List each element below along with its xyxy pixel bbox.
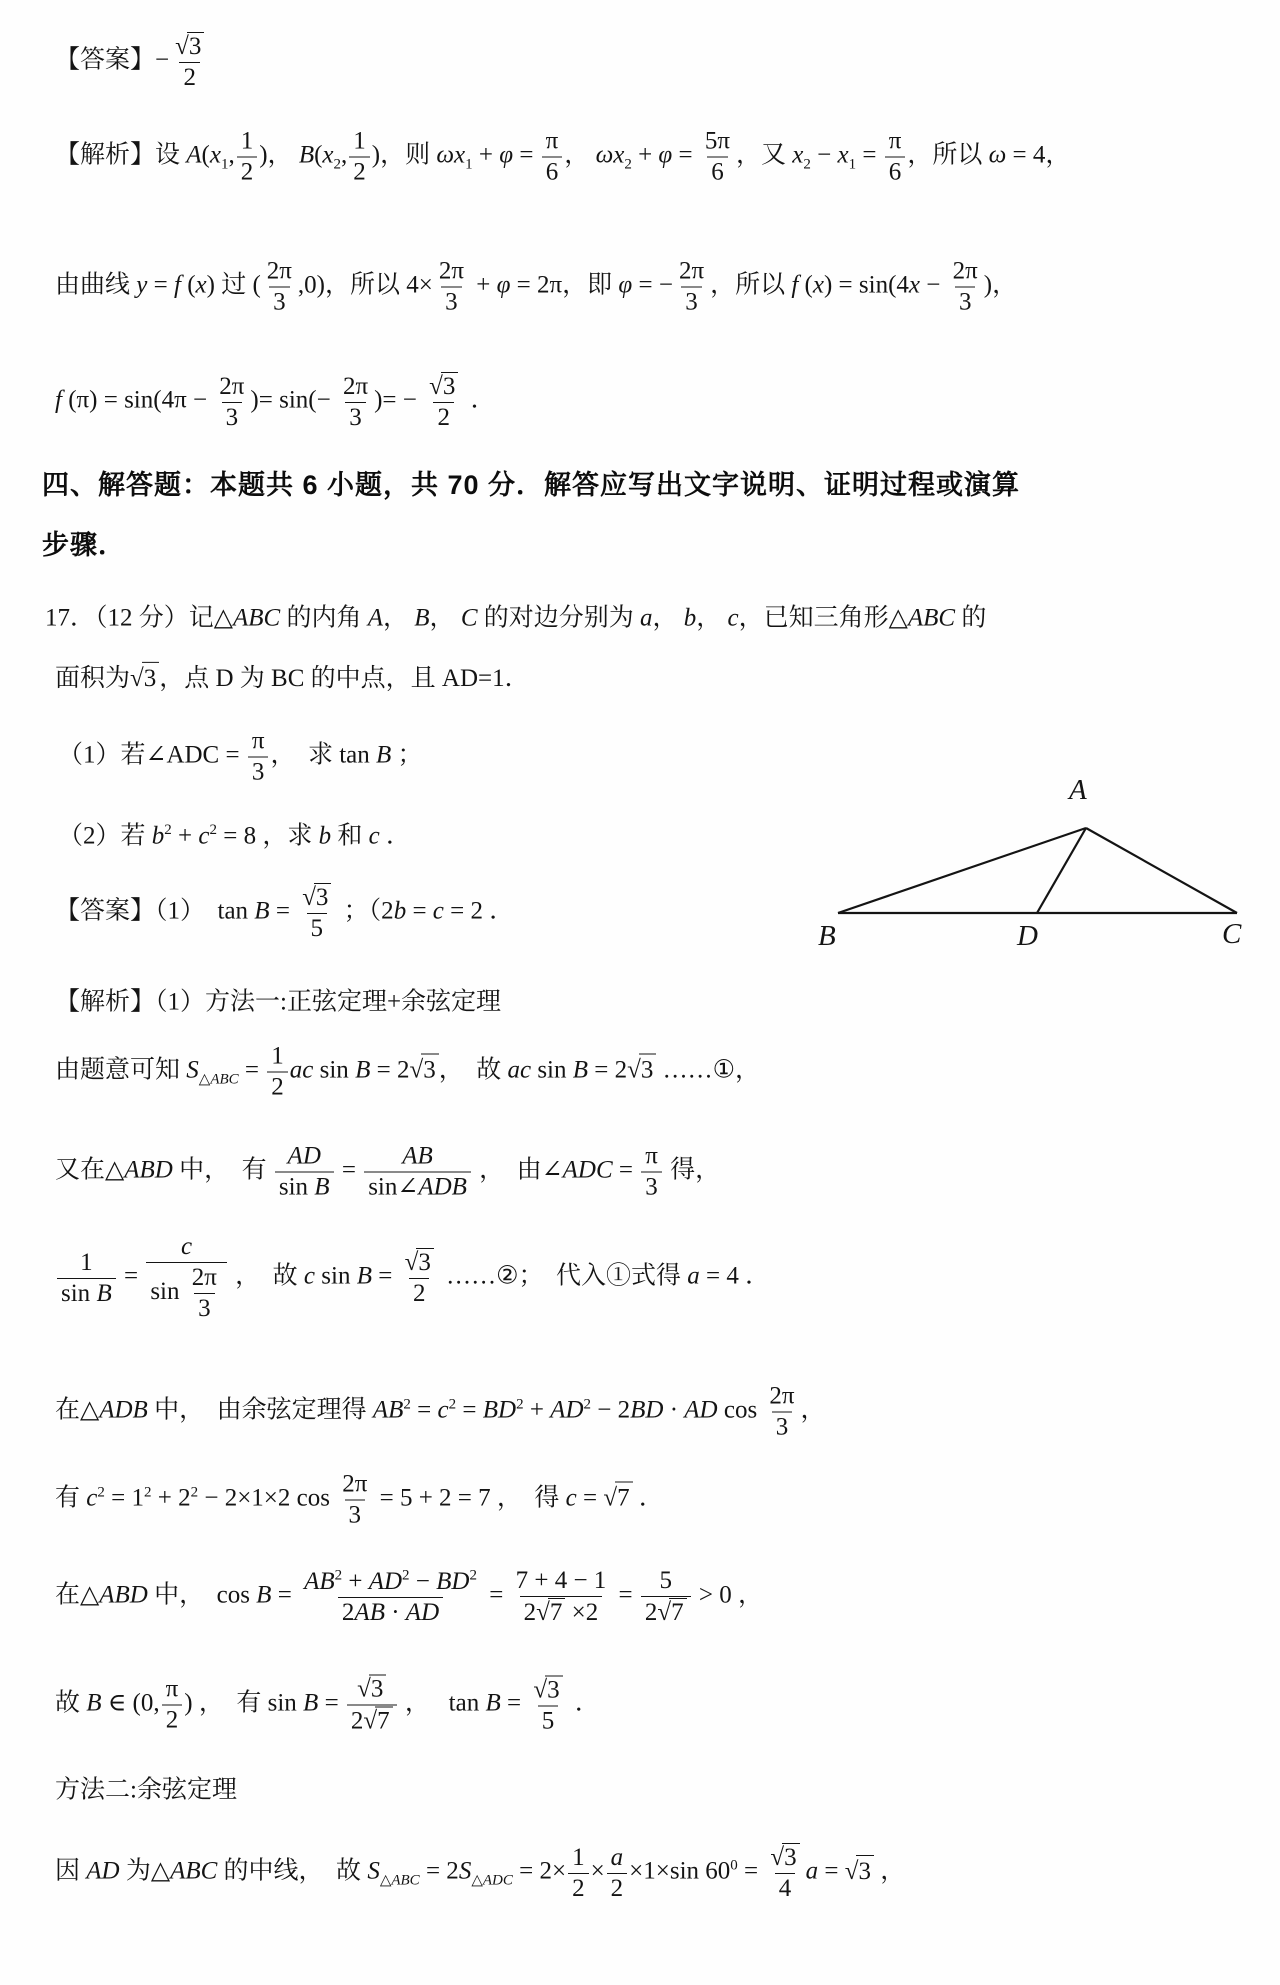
math-line-q17-part-1: （1）若∠ADC = $\frac{\pi}{3}$ ， 求 tan B ； <box>58 727 423 786</box>
math-line-area-line: 由题意可知 $S_{\triangle ABC}$ = $\frac{1}{2}$ ac sin B = 2√3 ， 故 ac sin B = 2√3 ……①， <box>55 1042 761 1101</box>
square-root: √3 <box>405 1248 434 1277</box>
fraction: $\frac{\pi}{6}$ <box>885 128 906 187</box>
vertex-label-b: B <box>818 920 836 952</box>
fraction: $\frac{√3}{2}$ <box>171 32 208 92</box>
math-line-section-header-2: 步骤． <box>42 530 126 561</box>
math-line-median-line: 因 AD 为△ABC 的中线， 故 $S_{\triangle ABC} = 2S_{\triangle ADC} = 2\times$ $\frac{1}{2}$ × $\frac{a}{2}$ ×1×sin $60^0$ = $\frac{√3}{4}$ a = √3 ， <box>55 1843 906 1902</box>
fraction: $\frac{√3}{5}$ <box>298 883 335 943</box>
math-line-curve-line: 由曲线 y = f (x) 过 ( $\frac{2\pi}{3}$ ,0)，所以 4× $\frac{2\pi}{3}$ + φ = 2π，即 φ = − $\frac{2\pi}{3}$ ，所以 f (x) = sin(4x − $\frac{2\pi}{3}$ )， <box>55 257 1018 316</box>
math-line-method-2-line: 方法二:余弦定理 <box>55 1776 237 1804</box>
math-line-q17-part-2: （2）若 $b^2 + c^2 = 8$ ，求 b 和 c ． <box>58 822 411 850</box>
fraction: $\frac{\pi}{6}$ <box>542 128 563 187</box>
fraction: $\frac{√3}{4}$ <box>766 1843 803 1903</box>
fraction: $\frac{2\pi}{3}$ <box>342 1470 368 1529</box>
fraction: $\frac{√3}{5}$ <box>529 1675 566 1735</box>
math-line-answer-17: 【答案】（1） tan B = $\frac{√3}{5}$ ；（2b = c = 2 ． <box>55 884 515 942</box>
math-line-sine-solve-line: $\frac{1}{\text{sin B}}$ = c sin $\frac{2\pi}{3}$ ， 故 c sin B = $\frac{√3}{2}$ ……②； 代入①式得 a = 4 ． <box>55 1233 770 1323</box>
fraction: $\frac{\pi}{3}$ <box>248 728 269 787</box>
math-line-analysis-17: 【解析】（1）方法一:正弦定理+余弦定理 <box>55 988 502 1016</box>
fraction: c sin $\frac{2\pi}{3}$ <box>146 1233 227 1323</box>
square-root: √3 <box>175 32 204 61</box>
vertex-label-d: D <box>1017 920 1038 952</box>
fraction: $\frac{5\pi}{6}$ <box>704 127 730 186</box>
triangle-figure <box>810 772 1265 972</box>
square-root: √3 <box>130 662 159 694</box>
fraction: $\frac{1}{2}$ <box>568 1844 589 1903</box>
fraction: $\frac{2\pi}{3}$ <box>678 257 705 316</box>
fraction: $\frac{2\pi}{3}$ <box>266 257 292 316</box>
fraction: $\frac{a}{2}$ <box>607 1844 628 1903</box>
square-root: √7 <box>657 1598 686 1627</box>
vertex-label-a: A <box>1069 774 1087 806</box>
fraction: $\frac{AD}{\text{sin B}}$ <box>275 1143 334 1202</box>
fraction: $\frac{2\pi}{3}$ <box>342 372 369 431</box>
square-root: √3 <box>533 1675 562 1704</box>
fraction: $\frac{2\pi}{3}$ <box>952 257 978 316</box>
fraction: $\frac{2\pi}{3}$ <box>438 257 464 316</box>
math-line-c-squared-line: 有 $c^2 = 1^2 + 2^2 - 2\times 1\times 2$ cos $\frac{2\pi}{3}$ = 5 + 2 = 7 ， 得 c = √7 ． <box>55 1470 664 1529</box>
square-root: √3 <box>357 1675 386 1704</box>
fraction: $\frac{2\pi}{3}$ <box>191 1264 217 1322</box>
square-root: √7 <box>603 1482 632 1514</box>
square-root: √3 <box>302 883 331 912</box>
square-root: √7 <box>536 1598 565 1627</box>
fraction: $\frac{2\pi}{3}$ <box>219 372 245 431</box>
vertex-label-c: C <box>1222 918 1242 950</box>
fraction: $\frac{√3}{2}$ <box>425 372 462 432</box>
square-root: √3 <box>770 1843 799 1872</box>
math-line-section-header-1: 四、解答题：本题共 6 小题，共 70 分．解答应写出文字说明、证明过程或演算 <box>42 470 1021 501</box>
math-line-q17-line-2: 面积为√3 ，点 D 为 BC 的中点，且 AD=1． <box>55 662 530 694</box>
fraction: $\frac{1}{\text{sin B}}$ <box>57 1249 116 1308</box>
fraction: $\frac{1}{2}$ <box>349 128 370 187</box>
fraction: $\frac{1}{2}$ <box>267 1043 288 1102</box>
math-line-abd-sine-line: 又在△ABD 中， 有 $\frac{AD}{\text{sin B}}$ = $\frac{AB}{\text{sin∠ADB}}$ ， 由∠ADC = $\frac{\pi}{3}$ 得， <box>55 1142 721 1201</box>
fraction: $\frac{AB}{\text{sin∠ADB}}$ <box>364 1143 471 1202</box>
math-line-b-range-line: 故 B ∈ (0, $\frac{\pi}{2}$ ) ， 有 sin B = $\frac{√3}{2√7}$ ， tan B = $\frac{√3}{5}$ ． <box>55 1675 600 1735</box>
math-line-answer-16: 【答案】− $\frac{√3}{2}$ <box>55 32 210 92</box>
math-line-cosine-rule-line: 在△ADB 中， 由余弦定理得 $AB^2 = c^2 = BD^2 + AD^2 - 2BD$ · AD cos $\frac{2\pi}{3}$ ， <box>55 1382 826 1441</box>
fraction: $\frac{2\pi}{3}$ <box>769 1382 795 1441</box>
math-line-analysis-16: 【解析】设 $A(x_1$, $\frac{1}{2}$ )， $B(x_2$, $\frac{1}{2}$ )，则 $\omega x_1 + \varphi$ = $\frac{\pi}{6}$ ， $\omega x_2 + \varphi$ = $\frac{5\pi}{6}$ ，又 $x_2 - x_1$ = $\frac{\pi}{6}$ ，所以 ω = 4， <box>55 127 1071 186</box>
square-root: √3 <box>845 1855 874 1887</box>
math-line-cos-b-line: 在△ABD 中， cos B = $\frac{AB^2 + AD^2 - BD^2}{2AB \cdot AD}$ = $\frac{7 + 4 - 1}{2√7 \times 2}$ = $\frac{5}{2√7}$ > 0 ， <box>55 1567 763 1626</box>
math-line-f-pi-line: f (π) = sin(4π − $\frac{2\pi}{3}$ )= sin(− $\frac{2\pi}{3}$ )= − $\frac{√3}{2}$ ． <box>55 372 496 431</box>
fraction: $\frac{5}{2√7}$ <box>641 1567 691 1627</box>
fraction: $\frac{\pi}{2}$ <box>162 1676 183 1735</box>
square-root: √3 <box>627 1054 656 1086</box>
fraction: $\frac{1}{2}$ <box>237 128 258 187</box>
math-line-q17-line-1: 17．（12 分）记△ABC 的内角 A， B， C 的对边分别为 a， b， c，已知三角形△ABC 的 <box>45 604 987 632</box>
fraction: $\frac{√3}{2√7}$ <box>347 1675 397 1736</box>
fraction: $\frac{\pi}{3}$ <box>641 1143 662 1202</box>
fraction: $\frac{AB^2 + AD^2 - BD^2}{2AB \cdot AD}$ <box>304 1567 477 1626</box>
square-root: √3 <box>429 372 458 401</box>
fraction: $\frac{7 + 4 - 1}{2√7 \times 2}$ <box>515 1567 607 1626</box>
square-root: √3 <box>409 1054 438 1086</box>
square-root: √7 <box>363 1707 392 1736</box>
fraction: $\frac{√3}{2}$ <box>401 1248 438 1308</box>
